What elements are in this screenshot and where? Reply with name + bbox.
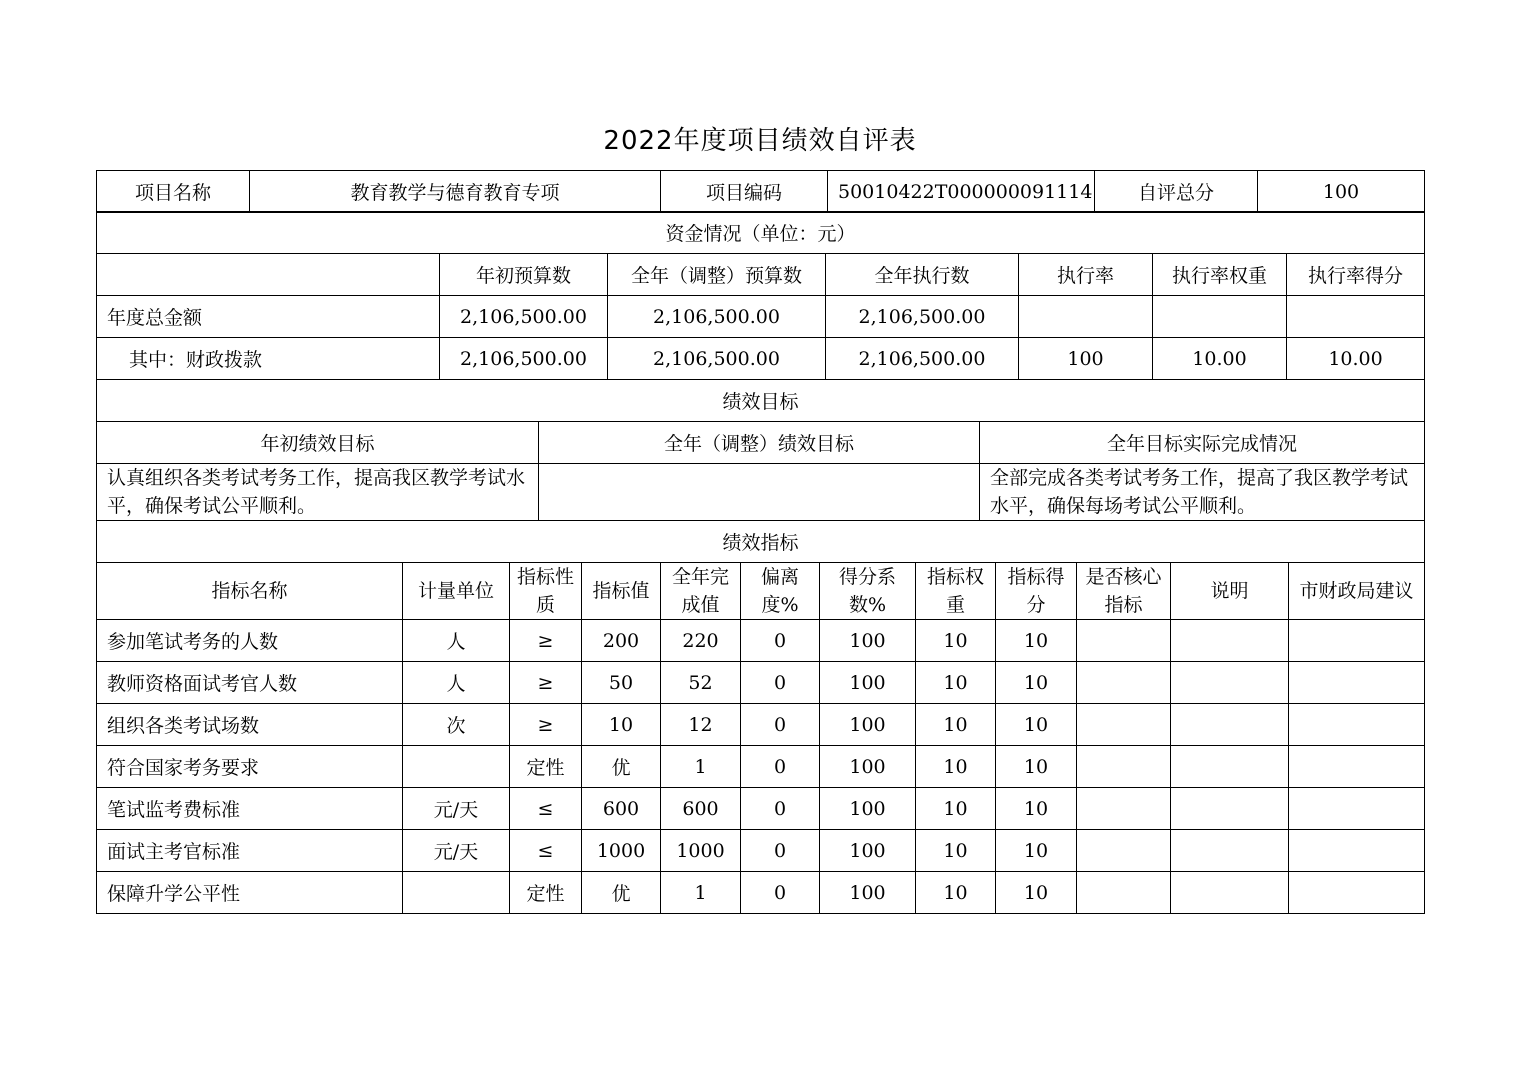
indicator-cell: 10 xyxy=(916,830,996,872)
funds-header-cell: 执行率 xyxy=(1019,254,1153,296)
indicator-cell xyxy=(1077,788,1171,830)
table-row xyxy=(97,620,1425,662)
indicator-header-cell: 指标名称 xyxy=(97,563,403,620)
initial-goal-text: 认真组织各类考试考务工作，提高我区教学考试水平，确保考试公平顺利。 xyxy=(97,464,539,521)
indicator-cell: 100 xyxy=(820,872,916,914)
indicator-cell: 100 xyxy=(820,662,916,704)
indicator-name: 教师资格面试考官人数 xyxy=(97,662,403,704)
indicator-cell xyxy=(1289,704,1425,746)
indicator-cell: 0 xyxy=(741,788,820,830)
indicator-cell: 10 xyxy=(916,662,996,704)
indicator-cell: 10 xyxy=(916,620,996,662)
indicator-cell xyxy=(1289,830,1425,872)
funds-header-row xyxy=(97,254,1425,296)
indicator-name: 笔试监考费标准 xyxy=(97,788,403,830)
indicator-header-cell: 说明 xyxy=(1171,563,1289,620)
indicator-header-cell: 计量单位 xyxy=(403,563,510,620)
indicator-cell xyxy=(1171,830,1289,872)
indicator-cell: 10 xyxy=(996,830,1077,872)
indicator-cell xyxy=(1077,662,1171,704)
goals-header-cell: 全年目标实际完成情况 xyxy=(980,422,1425,464)
indicator-cell: 10 xyxy=(996,872,1077,914)
page-title: 2022年度项目绩效自评表 xyxy=(603,126,917,156)
indicator-name: 面试主考官标准 xyxy=(97,830,403,872)
indicator-cell xyxy=(1077,872,1171,914)
funds-header-cell: 全年执行数 xyxy=(826,254,1019,296)
table-row xyxy=(97,872,1425,914)
indicator-cell: 人 xyxy=(403,662,510,704)
funds-row-fiscal xyxy=(97,338,1425,380)
project-name-value: 教育教学与德育教育专项 xyxy=(250,171,661,213)
funds-cell xyxy=(1019,296,1153,338)
indicator-cell: 10 xyxy=(996,788,1077,830)
indicator-cell: 1000 xyxy=(661,830,741,872)
indicator-cell xyxy=(1289,746,1425,788)
indicator-header-cell: 指标权重 xyxy=(916,563,996,620)
indicator-cell: 优 xyxy=(582,872,661,914)
indicator-cell xyxy=(1171,746,1289,788)
indicator-cell: 10 xyxy=(996,662,1077,704)
indicator-cell xyxy=(1289,788,1425,830)
indicator-cell xyxy=(1077,620,1171,662)
indicator-cell: 元/天 xyxy=(403,788,510,830)
table-row xyxy=(97,830,1425,872)
funds-cell: 2,106,500.00 xyxy=(826,338,1019,380)
indicator-name: 参加笔试考务的人数 xyxy=(97,620,403,662)
goals-header-row xyxy=(97,422,1425,464)
goals-table xyxy=(96,379,1425,521)
project-code-label: 项目编码 xyxy=(661,171,828,213)
funds-header-cell: 执行率权重 xyxy=(1153,254,1287,296)
goals-section-title: 绩效目标 xyxy=(97,380,1425,422)
funds-cell: 10.00 xyxy=(1153,338,1287,380)
project-code-value: 50010422T000000091114 xyxy=(828,171,1095,213)
indicator-cell: 10 xyxy=(916,746,996,788)
goals-header-cell: 年初绩效目标 xyxy=(97,422,539,464)
indicator-cell: 50 xyxy=(582,662,661,704)
indicator-name: 符合国家考务要求 xyxy=(97,746,403,788)
indicator-header-cell: 偏离度% xyxy=(741,563,820,620)
indicator-cell: 100 xyxy=(820,788,916,830)
indicator-cell xyxy=(1171,704,1289,746)
indicators-section-title: 绩效指标 xyxy=(97,521,1425,563)
indicator-cell xyxy=(1077,830,1171,872)
indicator-header-cell: 得分系数% xyxy=(820,563,916,620)
project-name-label: 项目名称 xyxy=(97,171,250,213)
indicator-cell: 10 xyxy=(996,746,1077,788)
indicator-cell: 10 xyxy=(916,704,996,746)
indicator-cell xyxy=(1289,872,1425,914)
indicator-cell: 600 xyxy=(661,788,741,830)
goals-header-cell: 全年（调整）绩效目标 xyxy=(539,422,980,464)
indicator-name: 组织各类考试场数 xyxy=(97,704,403,746)
funds-row-label: 年度总金额 xyxy=(97,296,440,338)
indicator-cell: 人 xyxy=(403,620,510,662)
indicator-cell: 0 xyxy=(741,746,820,788)
indicator-cell: 定性 xyxy=(510,872,582,914)
funds-header-cell: 年初预算数 xyxy=(440,254,608,296)
goals-value-row xyxy=(97,464,1425,521)
indicator-header-cell: 指标值 xyxy=(582,563,661,620)
indicator-cell: 1000 xyxy=(582,830,661,872)
indicator-cell: 0 xyxy=(741,620,820,662)
indicator-cell: 10 xyxy=(582,704,661,746)
funds-header-cell: 执行率得分 xyxy=(1287,254,1425,296)
indicator-cell: 1 xyxy=(661,872,741,914)
indicator-cell xyxy=(403,872,510,914)
funds-cell: 2,106,500.00 xyxy=(440,338,608,380)
indicator-cell: 100 xyxy=(820,620,916,662)
funds-section-title: 资金情况（单位：元） xyxy=(97,212,1425,254)
indicator-cell: 0 xyxy=(741,830,820,872)
indicator-cell: 0 xyxy=(741,662,820,704)
funds-header-cell xyxy=(97,254,440,296)
indicator-cell: 100 xyxy=(820,830,916,872)
score-label: 自评总分 xyxy=(1095,171,1258,213)
indicator-name: 保障升学公平性 xyxy=(97,872,403,914)
indicator-cell: 定性 xyxy=(510,746,582,788)
adjusted-goal-text xyxy=(539,464,980,521)
funds-cell xyxy=(1153,296,1287,338)
indicators-header-row xyxy=(97,563,1425,620)
indicator-cell: 600 xyxy=(582,788,661,830)
indicator-cell xyxy=(403,746,510,788)
funds-row-total xyxy=(97,296,1425,338)
indicator-header-cell: 指标得分 xyxy=(996,563,1077,620)
funds-header-cell: 全年（调整）预算数 xyxy=(608,254,826,296)
indicator-cell: 10 xyxy=(916,788,996,830)
indicator-cell: 100 xyxy=(820,704,916,746)
funds-cell xyxy=(1287,296,1425,338)
indicator-cell: 12 xyxy=(661,704,741,746)
actual-completion-text: 全部完成各类考试考务工作，提高了我区教学考试水平，确保每场考试公平顺利。 xyxy=(980,464,1425,521)
indicator-cell: 10 xyxy=(996,620,1077,662)
funds-cell: 2,106,500.00 xyxy=(826,296,1019,338)
indicator-cell: 100 xyxy=(820,746,916,788)
indicator-header-cell: 市财政局建议 xyxy=(1289,563,1425,620)
project-info-table xyxy=(96,170,1425,213)
indicator-cell: ≥ xyxy=(510,662,582,704)
indicator-cell: 52 xyxy=(661,662,741,704)
indicator-cell: 1 xyxy=(661,746,741,788)
indicator-cell: 次 xyxy=(403,704,510,746)
indicator-cell xyxy=(1289,620,1425,662)
indicator-cell: 元/天 xyxy=(403,830,510,872)
indicator-header-cell: 指标性质 xyxy=(510,563,582,620)
table-row xyxy=(97,662,1425,704)
indicator-rows xyxy=(97,620,1425,914)
indicator-cell: 0 xyxy=(741,872,820,914)
funds-cell: 10.00 xyxy=(1287,338,1425,380)
funds-table xyxy=(96,211,1425,380)
indicator-cell xyxy=(1077,746,1171,788)
funds-cell: 2,106,500.00 xyxy=(608,296,826,338)
indicator-cell xyxy=(1171,788,1289,830)
funds-row-label: 其中：财政拨款 xyxy=(97,338,440,380)
indicator-cell: 10 xyxy=(996,704,1077,746)
indicator-cell xyxy=(1077,704,1171,746)
table-row xyxy=(97,788,1425,830)
table-row xyxy=(97,746,1425,788)
indicator-cell: ≤ xyxy=(510,788,582,830)
funds-cell: 2,106,500.00 xyxy=(440,296,608,338)
indicator-cell: 优 xyxy=(582,746,661,788)
indicator-cell: 10 xyxy=(916,872,996,914)
indicator-cell xyxy=(1171,662,1289,704)
indicators-table xyxy=(96,520,1425,914)
funds-cell: 2,106,500.00 xyxy=(608,338,826,380)
score-value: 100 xyxy=(1258,171,1425,213)
indicator-cell: ≥ xyxy=(510,620,582,662)
indicator-cell: 200 xyxy=(582,620,661,662)
indicator-cell: ≤ xyxy=(510,830,582,872)
indicator-cell: 0 xyxy=(741,704,820,746)
indicator-header-cell: 全年完成值 xyxy=(661,563,741,620)
indicator-cell: ≥ xyxy=(510,704,582,746)
indicator-cell xyxy=(1289,662,1425,704)
indicator-header-cell: 是否核心指标 xyxy=(1077,563,1171,620)
table-row xyxy=(97,704,1425,746)
indicator-cell xyxy=(1171,620,1289,662)
funds-cell: 100 xyxy=(1019,338,1153,380)
indicator-cell xyxy=(1171,872,1289,914)
indicator-cell: 220 xyxy=(661,620,741,662)
